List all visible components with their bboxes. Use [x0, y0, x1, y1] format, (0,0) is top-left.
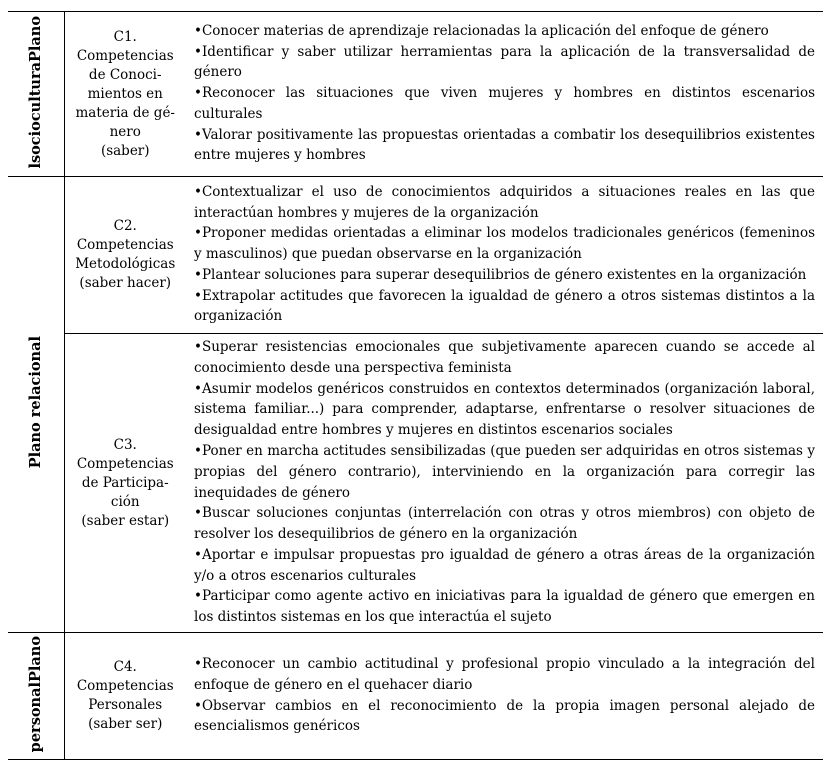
list-item: •Buscar soluciones conjuntas (interrelación con otras y otros miembros) con objeto de resolver los desequilibrios de género en la organización: [194, 505, 815, 543]
competence-line: (saber estar): [81, 512, 170, 529]
plano-sociocultural-cell: [8, 12, 64, 177]
competence-line: (saber ser): [88, 716, 163, 732]
table-row: [8, 633, 823, 760]
list-item: •Plantear soluciones para superar desequilibrios de género existentes en la organización: [194, 266, 807, 283]
competence-line: materia de gé-: [75, 104, 175, 121]
table-row: [8, 12, 823, 177]
plano-relacional-label: Plano relacional: [26, 336, 44, 469]
description-c4: [186, 633, 823, 760]
competence-line: de Conoci-: [88, 66, 162, 83]
competence-line: C1.: [113, 28, 137, 45]
list-item: •Asumir modelos genéricos construidos en contextos determinados (organización laboral, sistema familiar...) para comprender, adaptarse, enfrentarse o resolver situaciones de desigualdad entre hombres y mujeres en distintos escenarios sociales: [194, 380, 815, 439]
competence-line: mientos en: [87, 85, 163, 102]
description-c3: [186, 334, 823, 633]
list-item: •Proponer medidas orientadas a eliminar los modelos tradicionales genéricos (femeninos y masculinos) que puedan observarse en la organización: [194, 225, 815, 263]
list-item: •Extrapolar actitudes que favorecen la igualdad de género a otros sistemas distintos a la organización: [194, 287, 815, 325]
list-item: •Participar como agente activo en iniciativas para la igualdad de género que emergen en los distintos sistemas en los que interactúa el sujeto: [194, 588, 815, 626]
plano-personal-cell: [8, 633, 64, 760]
list-item: •Reconocer las situaciones que viven mujeres y hombres en distintos escenarios culturales: [194, 85, 815, 122]
competence-line: (saber hacer): [79, 275, 172, 291]
competence-line: Competencias: [76, 455, 174, 472]
competence-line: C3.: [113, 436, 137, 453]
plano-relacional-cell: [8, 177, 64, 633]
list-item: •Conocer materias de aprendizaje relacionadas la aplicación del enfoque de género: [194, 22, 769, 39]
competence-line: (saber): [100, 142, 150, 159]
competence-line: Competencias: [76, 678, 174, 694]
list-item: •Poner en marcha actitudes sensibilizadas (que pueden ser adquiridas en otros sistemas y propias del género contrario), interviniendo en la organización para corregir las inequidades de género: [194, 442, 815, 501]
list-item: •Observar cambios en el reconocimiento de la propia imagen personal alejado de esencialismos genéricos: [194, 697, 815, 735]
competence-line: Personales: [88, 697, 163, 713]
list-item: •Contextualizar el uso de conocimientos adquiridos a situaciones reales en las que interactúan hombres y mujeres de la organización: [194, 183, 815, 221]
competence-c4: [64, 633, 186, 760]
list-item: •Superar resistencias emocionales que subjetivamente aparecen cuando se accede al conocimiento desde una perspectiva feminista: [194, 338, 815, 376]
competence-c2: [64, 177, 186, 334]
list-item: •Identificar y saber utilizar herramientas para la aplicación de la transversalidad de género: [194, 43, 815, 81]
list-item: •Reconocer un cambio actitudinal y profesional propio vinculado a la integración del enfoque de género en el quehacer diario: [194, 655, 815, 693]
list-item: •Valorar positivamente las propuestas orientadas a combatir los desequilibrios existentes entre mujeres y hombres: [194, 126, 815, 164]
competencias-table: [8, 11, 823, 760]
competence-line: nero: [109, 123, 141, 140]
competence-line: C4.: [113, 659, 137, 675]
table-row: [8, 334, 823, 633]
competence-line: ción: [110, 493, 140, 510]
competence-line: C2.: [113, 218, 137, 234]
competence-line: Competencias: [76, 237, 174, 253]
plano-personal-label: personalPlano: [26, 635, 44, 753]
competence-line: de Participa-: [81, 474, 169, 491]
table-row: [8, 177, 823, 334]
competence-line: Competencias: [76, 47, 174, 64]
competence-c1: [64, 12, 186, 177]
competence-c3: [64, 334, 186, 633]
description-c2: [186, 177, 823, 334]
description-c1: [186, 12, 823, 177]
plano-sociocultural-label: lsocioculturaPlano: [26, 15, 44, 169]
list-item: •Aportar e impulsar propuestas pro igualdad de género a otras áreas de la organización y/o a otros escenarios culturales: [194, 546, 815, 584]
competence-line: Metodológicas: [75, 256, 176, 272]
